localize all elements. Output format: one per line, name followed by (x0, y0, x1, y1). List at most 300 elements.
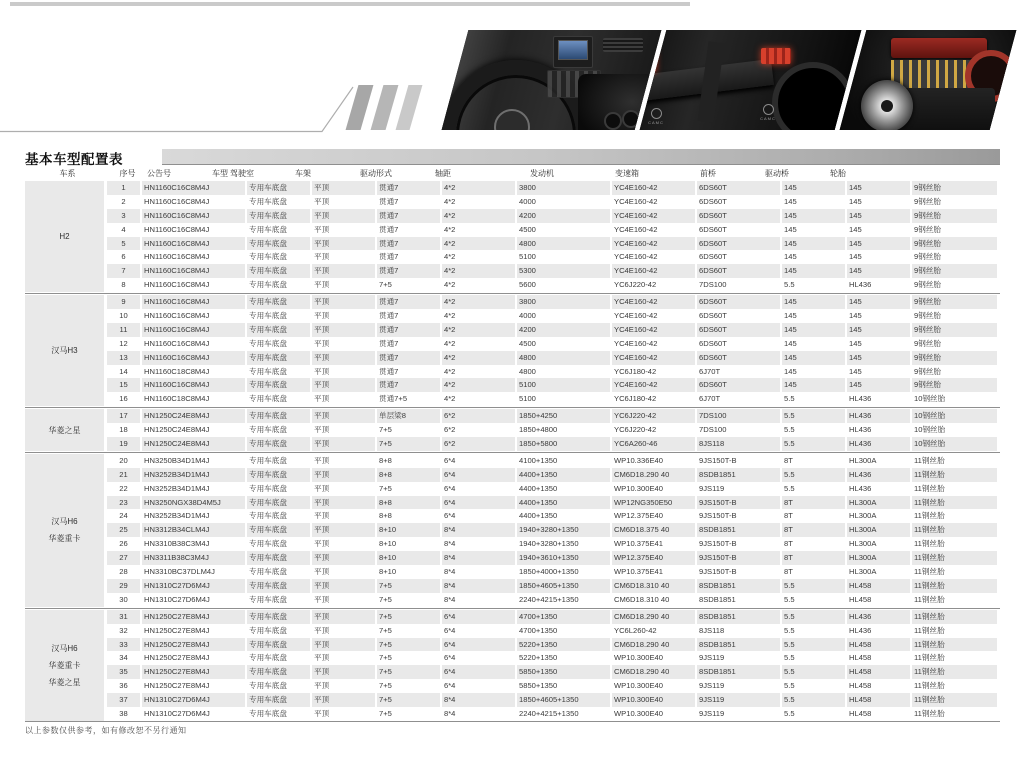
cell-front-axle: 145 (782, 337, 847, 351)
table-row (107, 679, 1000, 693)
group-rows (107, 454, 1000, 607)
cell-drive-form: 6*4 (442, 482, 517, 496)
cell-wheelbase: 5600 (517, 278, 612, 292)
series-label: 华菱之星 (48, 677, 81, 687)
cell-serial: 14 (107, 365, 142, 379)
cell-model-type: 专用车底盘 (247, 378, 312, 392)
cell-engine: YC6J220-42 (612, 278, 697, 292)
cell-tire: 11钢丝胎 (914, 511, 945, 521)
cell-wheelbase: 5100 (517, 392, 612, 406)
cell-cab: 平顶 (312, 509, 377, 523)
steering-hub-logo (494, 109, 530, 130)
infotainment-screen-icon (558, 40, 588, 60)
cell-frame: 7+5 (377, 651, 442, 665)
cell-drive-axle: HL458 (847, 665, 912, 679)
series-label: 汉马H3 (51, 346, 78, 356)
group-rows (107, 181, 1000, 292)
cell-tire: 11钢丝胎 (914, 455, 945, 465)
cell-gearbox: 9JS119 (697, 707, 782, 721)
series-label: H2 (59, 232, 70, 242)
cell-model-type: 专用车底盘 (247, 309, 312, 323)
cell-front-axle: 145 (782, 195, 847, 209)
column-header: 驱动桥 (765, 169, 789, 178)
cell-notice-no: HN1250C27E8M4J (142, 651, 247, 665)
cell-model-type: 专用车底盘 (247, 665, 312, 679)
cell-front-axle: 145 (782, 264, 847, 278)
cell-gearbox: 6DS60T (697, 295, 782, 309)
table-row (107, 437, 1000, 451)
cell-serial: 9 (107, 295, 142, 309)
cell-gearbox: 7DS100 (697, 409, 782, 423)
cell-front-axle: 5.5 (782, 651, 847, 665)
cell-tire: 9钢丝胎 (912, 181, 997, 195)
cell-drive-form: 6*4 (442, 454, 517, 468)
cell-gearbox: 9JS150T-B (697, 509, 782, 523)
cell-engine: YC6J180-42 (612, 392, 697, 406)
cell-gearbox: 9JS119 (697, 679, 782, 693)
cell-engine: YC6A260-46 (612, 437, 697, 451)
cell-cab: 平顶 (312, 565, 377, 579)
cell-drive-form: 4*2 (442, 351, 517, 365)
cell-notice-no: HN1160C16C8M4J (142, 250, 247, 264)
cell-frame: 8+8 (377, 509, 442, 523)
cell-notice-no: HN1310C27D6M4J (142, 707, 247, 721)
cell-model-type: 专用车底盘 (247, 323, 312, 337)
cell-tire: 11钢丝胎 (914, 483, 945, 493)
cell-engine: CM6D18.375 40 (612, 523, 697, 537)
cell-drive-form: 4*2 (442, 223, 517, 237)
cell-engine: YC6J220-42 (612, 423, 697, 437)
cell-tire: 9钢丝胎 (914, 366, 942, 376)
cell-notice-no: HN3310B38C3M4J (142, 537, 247, 551)
cell-model-type: 专用车底盘 (247, 624, 312, 638)
cell-serial: 30 (107, 593, 142, 607)
cell-drive-form: 6*4 (442, 624, 517, 638)
series-group (25, 293, 1000, 406)
cell-wheelbase: 1850+4250 (517, 409, 612, 423)
cell-cab: 平顶 (312, 693, 377, 707)
cell-frame: 7+5 (377, 665, 442, 679)
cell-drive-form: 4*2 (442, 237, 517, 251)
cell-gearbox: 6DS60T (697, 264, 782, 278)
column-header: 前桥 (700, 169, 716, 178)
cell-frame: 7+5 (377, 423, 442, 437)
cell-gearbox: 9JS150T-B (697, 496, 782, 510)
cell-drive-axle: 145 (847, 237, 912, 251)
table-row (107, 579, 1000, 593)
cell-engine: YC4E160-42 (612, 337, 697, 351)
cell-engine: WP10.300E40 (612, 651, 697, 665)
table-row (107, 351, 1000, 365)
cell-drive-form: 8*4 (442, 523, 517, 537)
cell-front-axle: 145 (782, 181, 847, 195)
cell-drive-form: 6*2 (442, 437, 517, 451)
cell-front-axle: 5.5 (782, 665, 847, 679)
cell-drive-form: 4*2 (442, 309, 517, 323)
center-console (553, 36, 593, 68)
cell-drive-form: 6*4 (442, 651, 517, 665)
cell-notice-no: HN3250B34D1M4J (142, 454, 247, 468)
series-group (25, 181, 1000, 292)
cell-model-type: 专用车底盘 (247, 250, 312, 264)
cell-engine: YC6L260-42 (612, 624, 697, 638)
cell-model-type: 专用车底盘 (247, 638, 312, 652)
cell-engine: CM6D18.290 40 (612, 468, 697, 482)
cell-wheelbase: 4500 (517, 337, 612, 351)
cell-notice-no: HN1160C16C8M4J (142, 223, 247, 237)
cell-drive-axle: HL436 (847, 468, 912, 482)
cell-serial: 15 (107, 378, 142, 392)
cell-drive-axle: HL458 (847, 707, 912, 721)
table-row (107, 378, 1000, 392)
valve-cover (891, 38, 987, 58)
cell-frame: 7+5 (377, 579, 442, 593)
cell-drive-form: 8*4 (442, 693, 517, 707)
cell-tire: 11钢丝胎 (912, 468, 997, 482)
cell-model-type: 专用车底盘 (247, 509, 312, 523)
cell-engine: WP10.336E40 (612, 454, 697, 468)
cell-gearbox: 8SDB1851 (697, 593, 782, 607)
cell-drive-form: 8*4 (442, 579, 517, 593)
cell-frame: 贯通7 (377, 223, 442, 237)
page-title: 基本车型配置表 (25, 152, 123, 167)
series-label: 华菱重卡 (48, 660, 81, 670)
cell-tire: 11钢丝胎 (914, 625, 945, 635)
cell-wheelbase: 5220+1350 (517, 638, 612, 652)
cell-wheelbase: 4700+1350 (517, 610, 612, 624)
table-row (107, 454, 1000, 468)
cell-serial: 25 (107, 523, 142, 537)
cell-gearbox: 6DS60T (697, 181, 782, 195)
cell-wheelbase: 3800 (517, 295, 612, 309)
cell-notice-no: HN1160C16C8M4J (142, 209, 247, 223)
cell-frame: 7+5 (377, 707, 442, 721)
cell-wheelbase: 4000 (517, 309, 612, 323)
cell-wheelbase: 4800 (517, 351, 612, 365)
cell-model-type: 专用车底盘 (247, 237, 312, 251)
series-cell (25, 295, 107, 406)
cell-engine: YC4E160-42 (612, 323, 697, 337)
spec-table (25, 167, 1000, 722)
cell-gearbox: 8SDB1851 (697, 610, 782, 624)
cell-model-type: 专用车底盘 (247, 468, 312, 482)
cell-drive-axle: 145 (847, 209, 912, 223)
cell-front-axle: 145 (782, 209, 847, 223)
cell-engine: CM6D18.290 40 (612, 638, 697, 652)
table-row (107, 295, 1000, 309)
cell-frame: 贯通7 (377, 209, 442, 223)
cell-drive-axle: HL436 (847, 437, 912, 451)
cell-serial: 34 (107, 651, 142, 665)
table-row (107, 250, 1000, 264)
cell-drive-form: 4*2 (442, 195, 517, 209)
cell-gearbox: 6DS60T (697, 223, 782, 237)
cell-engine: YC4E160-42 (612, 250, 697, 264)
cell-drive-axle: HL458 (847, 638, 912, 652)
cell-model-type: 专用车底盘 (247, 351, 312, 365)
table-row (107, 195, 1000, 209)
cell-frame: 7+5 (377, 610, 442, 624)
table-row (107, 651, 1000, 665)
cell-tire: 10钢丝胎 (912, 437, 997, 451)
cell-serial: 12 (107, 337, 142, 351)
cell-engine: CM6D18.290 40 (612, 610, 697, 624)
title-band (25, 147, 1000, 166)
cell-frame: 8+10 (377, 551, 442, 565)
cell-wheelbase: 5850+1350 (517, 679, 612, 693)
cell-model-type: 专用车底盘 (247, 181, 312, 195)
cell-frame: 7+5 (377, 624, 442, 638)
cell-model-type: 专用车底盘 (247, 223, 312, 237)
cell-frame: 8+10 (377, 537, 442, 551)
column-header: 发动机 (530, 169, 554, 178)
cell-front-axle: 5.5 (782, 593, 847, 607)
table-row (107, 181, 1000, 195)
column-header: 车型 (212, 169, 228, 178)
cell-drive-axle: 145 (847, 309, 912, 323)
column-header: 公告号 (147, 169, 171, 178)
cell-gearbox: 9JS119 (697, 693, 782, 707)
cell-frame: 贯通7 (377, 295, 442, 309)
cell-wheelbase: 1850+4605+1350 (517, 693, 612, 707)
cell-notice-no: HN1160C16C8M4J (142, 378, 247, 392)
cell-drive-form: 6*4 (442, 468, 517, 482)
cell-wheelbase: 1940+3280+1350 (517, 523, 612, 537)
cell-drive-axle: HL436 (847, 624, 912, 638)
cell-frame: 贯通7 (377, 195, 442, 209)
cell-wheelbase: 2240+4215+1350 (517, 707, 612, 721)
cell-gearbox: 8SDB1851 (697, 665, 782, 679)
cell-drive-axle: HL436 (847, 610, 912, 624)
cell-drive-form: 6*4 (442, 665, 517, 679)
cell-gearbox: 9JS150T-B (697, 537, 782, 551)
cell-notice-no: HN3312B34CLM4J (142, 523, 247, 537)
column-header-series: 车系 (59, 169, 76, 178)
group-rows (107, 295, 1000, 406)
cell-front-axle: 145 (782, 378, 847, 392)
cell-tire: 11钢丝胎 (912, 579, 997, 593)
cell-model-type: 专用车底盘 (247, 278, 312, 292)
table-row (107, 523, 1000, 537)
cell-gearbox: 7DS100 (697, 423, 782, 437)
cell-drive-axle: HL300A (847, 537, 912, 551)
cell-engine: YC4E160-42 (612, 181, 697, 195)
cell-engine: WP10.375E41 (612, 537, 697, 551)
cell-engine: YC4E160-42 (612, 309, 697, 323)
cell-notice-no: HN1310C27D6M4J (142, 593, 247, 607)
cell-engine: WP12NG350E50 (612, 496, 697, 510)
cell-notice-no: HN1250C24E8M4J (142, 409, 247, 423)
cell-notice-no: HN1160C16C8M4J (142, 309, 247, 323)
table-row (107, 365, 1000, 379)
cell-gearbox: 8JS118 (697, 624, 782, 638)
cell-front-axle: 145 (782, 323, 847, 337)
cell-frame: 贯通7 (377, 337, 442, 351)
cell-gearbox: 9JS119 (697, 482, 782, 496)
cell-engine: CM6D18.310 40 (612, 579, 697, 593)
cell-drive-form: 4*2 (442, 323, 517, 337)
cell-model-type: 专用车底盘 (247, 679, 312, 693)
cell-drive-axle: HL436 (847, 423, 912, 437)
cell-tire: 9钢丝胎 (914, 280, 942, 290)
footnote: 以上参数仅供参考，如有修改恕不另行通知 (25, 726, 187, 735)
cell-tire: 9钢丝胎 (912, 295, 997, 309)
cell-front-axle: 145 (782, 365, 847, 379)
cell-serial: 6 (107, 250, 142, 264)
cell-model-type: 专用车底盘 (247, 392, 312, 406)
cell-cab: 平顶 (312, 365, 377, 379)
cell-notice-no: HN1160C16C8M4J (142, 323, 247, 337)
cell-model-type: 专用车底盘 (247, 523, 312, 537)
cell-model-type: 专用车底盘 (247, 437, 312, 451)
cell-drive-axle: HL458 (847, 593, 912, 607)
flywheel-icon (861, 80, 913, 130)
cell-cab: 平顶 (312, 482, 377, 496)
table-row (107, 264, 1000, 278)
cell-serial: 2 (107, 195, 142, 209)
cell-cab: 平顶 (312, 250, 377, 264)
cell-front-axle: 5.5 (782, 638, 847, 652)
cell-model-type: 专用车底盘 (247, 454, 312, 468)
cell-model-type: 专用车底盘 (247, 551, 312, 565)
cell-drive-axle: HL436 (847, 409, 912, 423)
cell-drive-axle: HL300A (847, 523, 912, 537)
cell-tire: 11钢丝胎 (914, 653, 945, 663)
cell-tire: 11钢丝胎 (914, 708, 945, 718)
series-label: 汉马H6 (51, 517, 78, 527)
cell-gearbox: 6DS60T (697, 250, 782, 264)
cell-drive-form: 4*2 (442, 365, 517, 379)
table-row (107, 509, 1000, 523)
cell-drive-form: 8*4 (442, 537, 517, 551)
cell-drive-axle: HL436 (847, 392, 912, 406)
cell-wheelbase: 4400+1350 (517, 496, 612, 510)
series-group (25, 407, 1000, 451)
cell-drive-axle: HL436 (847, 482, 912, 496)
cell-cab: 平顶 (312, 264, 377, 278)
cell-engine: YC4E160-42 (612, 378, 697, 392)
cell-cab: 平顶 (312, 665, 377, 679)
cell-front-axle: 5.5 (782, 409, 847, 423)
cell-serial: 8 (107, 278, 142, 292)
cell-wheelbase: 4200 (517, 209, 612, 223)
cell-cab: 平顶 (312, 309, 377, 323)
table-row (107, 551, 1000, 565)
cell-gearbox: 8SDB1851 (697, 638, 782, 652)
cell-front-axle: 145 (782, 250, 847, 264)
cell-wheelbase: 3800 (517, 181, 612, 195)
cell-frame: 贯通7 (377, 378, 442, 392)
cell-notice-no: HN3250NGX38D4M5J (142, 496, 247, 510)
table-row (107, 468, 1000, 482)
cell-serial: 18 (107, 423, 142, 437)
cell-wheelbase: 5300 (517, 264, 612, 278)
cell-drive-form: 8*4 (442, 593, 517, 607)
cell-notice-no: HN1250C27E8M4J (142, 610, 247, 624)
series-group (25, 608, 1000, 721)
cell-gearbox: 6DS60T (697, 309, 782, 323)
cell-drive-axle: HL436 (847, 278, 912, 292)
cell-drive-form: 4*2 (442, 264, 517, 278)
cell-gearbox: 8SDB1851 (697, 523, 782, 537)
cell-front-axle: 8T (782, 551, 847, 565)
cell-cab: 平顶 (312, 624, 377, 638)
camc-ring-icon (763, 104, 774, 115)
cell-frame: 7+5 (377, 437, 442, 451)
table-body (25, 181, 1000, 722)
cell-drive-form: 6*4 (442, 610, 517, 624)
cell-notice-no: HN1310C27D6M4J (142, 693, 247, 707)
series-label: 华菱重卡 (48, 534, 81, 544)
cell-drive-axle: 145 (847, 365, 912, 379)
cell-tire: 9钢丝胎 (912, 237, 997, 251)
cell-cab: 平顶 (312, 423, 377, 437)
cell-gearbox: 6DS60T (697, 237, 782, 251)
cell-front-axle: 8T (782, 537, 847, 551)
cell-frame: 贯通7 (377, 250, 442, 264)
cell-tire: 11钢丝胎 (912, 551, 997, 565)
cell-model-type: 专用车底盘 (247, 537, 312, 551)
cell-drive-axle: 145 (847, 323, 912, 337)
series-cell (25, 610, 107, 721)
cell-tire: 9钢丝胎 (914, 311, 942, 321)
cell-tire: 11钢丝胎 (914, 539, 945, 549)
cell-frame: 贯通7 (377, 323, 442, 337)
cell-serial: 11 (107, 323, 142, 337)
cell-notice-no: HN1310C27D6M4J (142, 579, 247, 593)
cell-tire: 10钢丝胎 (914, 425, 946, 435)
cell-drive-axle: HL300A (847, 496, 912, 510)
cell-model-type: 专用车底盘 (247, 209, 312, 223)
cell-tire: 11钢丝胎 (914, 567, 945, 577)
cell-drive-form: 6*2 (442, 409, 517, 423)
cell-notice-no: HN1250C27E8M4J (142, 679, 247, 693)
cell-frame: 贯通7 (377, 309, 442, 323)
cell-drive-axle: 145 (847, 295, 912, 309)
series-cell (25, 454, 107, 607)
cell-notice-no: HN1160C16C8M4J (142, 237, 247, 251)
cell-wheelbase: 1850+4800 (517, 423, 612, 437)
cell-cab: 平顶 (312, 679, 377, 693)
cell-drive-form: 4*2 (442, 181, 517, 195)
table-row (107, 323, 1000, 337)
cell-serial: 37 (107, 693, 142, 707)
cell-notice-no: HN3311B38C3M4J (142, 551, 247, 565)
cell-frame: 8+10 (377, 565, 442, 579)
chassis-rear-photo (640, 30, 862, 130)
cell-serial: 22 (107, 482, 142, 496)
cell-frame: 7+5 (377, 638, 442, 652)
cell-drive-form: 4*2 (442, 295, 517, 309)
cell-notice-no: HN1250C24E8M4J (142, 437, 247, 451)
cell-engine: CM6D18.310 40 (612, 593, 697, 607)
cell-frame: 8+10 (377, 523, 442, 537)
cell-cab: 平顶 (312, 223, 377, 237)
cell-tire: 11钢丝胎 (914, 594, 945, 604)
table-row (107, 593, 1000, 607)
cell-model-type: 专用车底盘 (247, 295, 312, 309)
cell-serial: 16 (107, 392, 142, 406)
cell-notice-no: HN1160C16C8M4J (142, 295, 247, 309)
cell-tire: 11钢丝胎 (912, 665, 997, 679)
cell-drive-form: 8*4 (442, 707, 517, 721)
cell-model-type: 专用车底盘 (247, 707, 312, 721)
cell-engine: WP10.300E40 (612, 693, 697, 707)
cell-front-axle: 5.5 (782, 707, 847, 721)
cell-notice-no: HN3252B34D1M4J (142, 468, 247, 482)
cab-interior-photo (442, 30, 662, 130)
cell-cab: 平顶 (312, 337, 377, 351)
